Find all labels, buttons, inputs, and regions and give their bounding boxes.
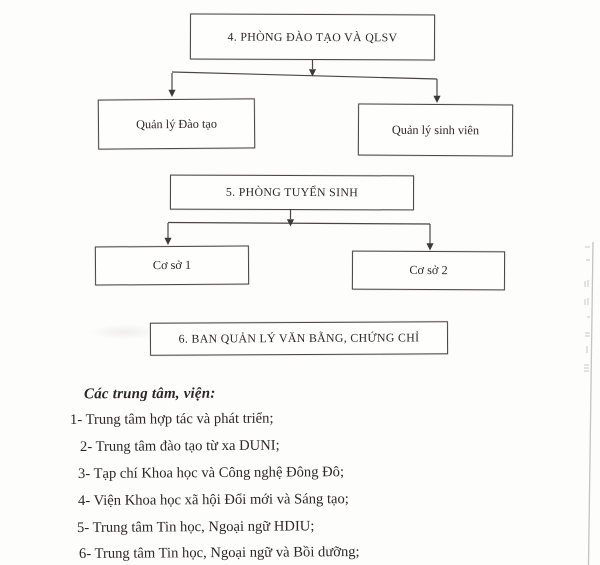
org-box-label: 5. PHÒNG TUYỂN SINH (225, 184, 359, 200)
org-box-label: Quản lý sinh viên (391, 122, 480, 137)
org-box-phong-dao-tao-va-qlsv (190, 13, 435, 60)
list-item: 5- Trung tâm Tin học, Ngoại ngữ HDIU; (76, 518, 315, 536)
org-box-label: Cơ sở 2 (409, 262, 448, 278)
org-box-label: 6. BAN QUẢN LÝ VĂN BẰNG, CHỨNG CHỈ (178, 330, 420, 346)
org-box-quan-ly-sinh-vien (358, 104, 513, 157)
list-item: 1- Trung tâm hợp tác và phát triển; (69, 410, 274, 428)
org-box-co-so-1 (95, 245, 249, 285)
list-item: 6- Trung tâm Tin học, Ngoại ngữ và Bồi dưỡng; (78, 544, 360, 562)
org-box-label: Quản lý Đào tạo (135, 116, 218, 131)
page-edge-bleed-artifacts (584, 242, 593, 565)
org-box-phong-tuyen-sinh (170, 175, 414, 211)
list-item: 4- Viện Khoa học xã hội Đổi mới và Sáng tạo; (77, 491, 349, 509)
list-item: 2- Trung tâm đào tạo từ xa DUNI; (79, 437, 280, 455)
connector-phong-tuyen-sinh (164, 208, 433, 251)
org-box-ban-quan-ly-van-bang (150, 321, 448, 356)
list-item: 3- Tạp chí Khoa học và Công nghệ Đông Đô; (77, 464, 345, 482)
centers-heading: Các trung tâm, viện: (83, 385, 216, 403)
org-box-quan-ly-dao-tao (98, 98, 255, 149)
org-box-label: Cơ sở 1 (152, 257, 192, 273)
connector-phong-dao-tao (168, 58, 440, 103)
org-box-co-so-2 (352, 251, 505, 291)
org-box-label: 4. PHÒNG ĐÀO TẠO VÀ QLSV (227, 29, 398, 44)
